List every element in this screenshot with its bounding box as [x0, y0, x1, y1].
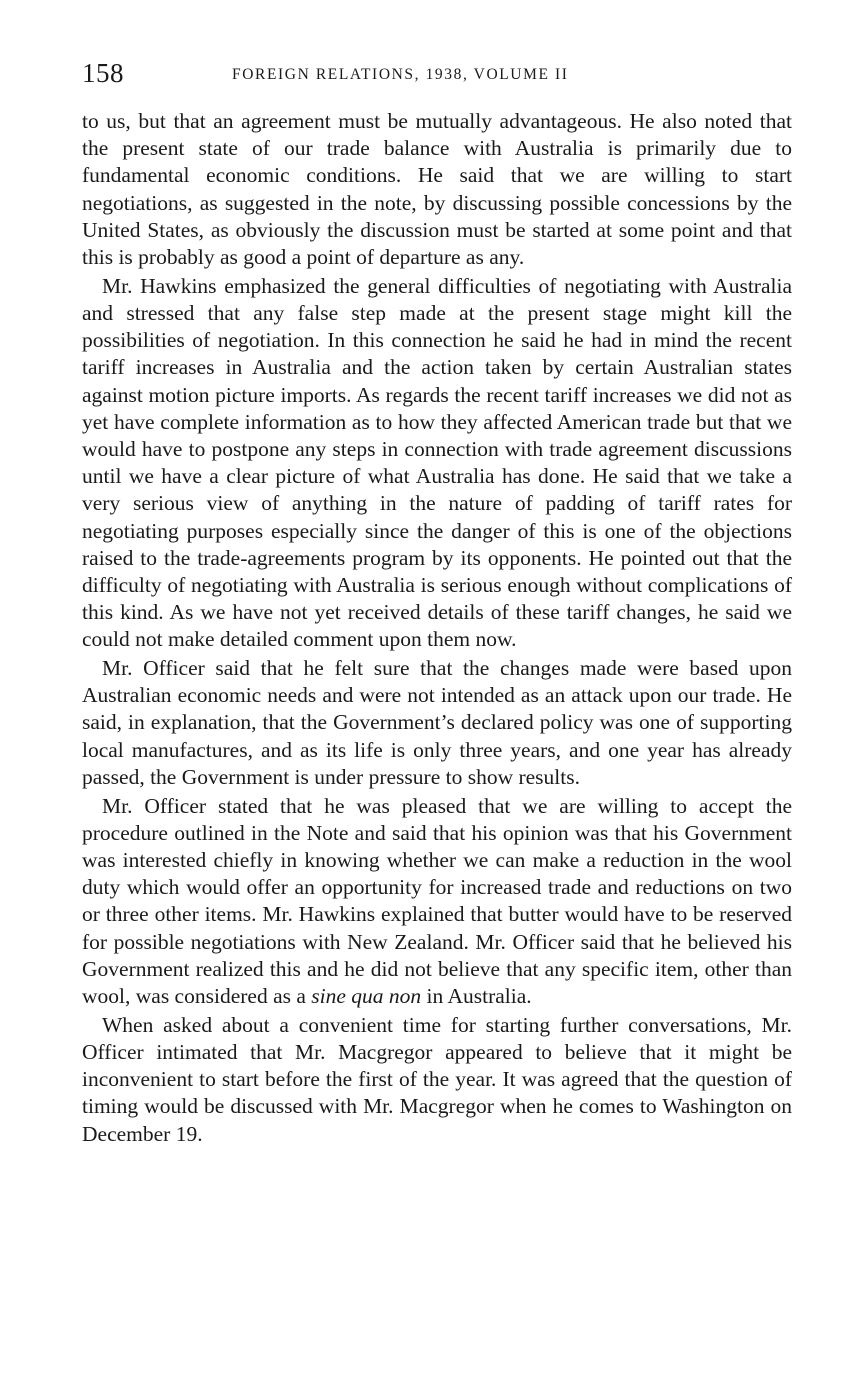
paragraph-text-before-italic: Mr. Officer stated that he was pleased that we are willing to accept the procedure outlined in the Note and said that his opinion was that his Government was interested chiefly in knowing whether we can make a reduction in the wool duty which would offer an opportunity for increased trade and reductions on two or three other items. Mr. Hawkins explained that butter would have to be reserved for possible negotiations with New Zealand. Mr. Officer said that he believed his Government realized this and he did not believe that any specific item, other than wool, was considered as a — [82, 793, 792, 1008]
body-text — [82, 108, 792, 1149]
page-header — [82, 58, 792, 92]
paragraph-timing: When asked about a convenient time for starting further conversations, Mr. Officer intimated that Mr. Macgregor appeared to believe that it might be inconvenient to start before the first of the year. It was agreed that the question of timing would be discussed with Mr. Macgregor when he comes to Washington on December 19. — [82, 1012, 792, 1146]
page-number: 158 — [82, 58, 124, 88]
paragraph-officer-changes: Mr. Officer said that he felt sure that the changes made were based upon Australian economic needs and were not intended as an attack upon our trade. He said, in explanation, that the Government’s declared policy was one of supporting local manufactures, and as its life is only three years, and one year has already passed, the Government is under pressure to show results. — [82, 656, 792, 789]
paragraph-continuation: to us, but that an agreement must be mutually advantageous. He also noted that the present state of our trade balance with Australia is primarily due to fundamental economic conditions. He said that we are willing to start negotiations, as suggested in the note, by discussing possible concessions by the United States, as obviously the discussion must be started at some point and that this is probably as good a point of departure as any. — [82, 109, 792, 270]
paragraph-text-after-italic: in Australia. — [421, 984, 532, 1008]
running-title: FOREIGN RELATIONS, 1938, VOLUME II — [232, 66, 569, 83]
paragraph-officer-procedure — [82, 793, 792, 1011]
paragraph-hawkins: Mr. Hawkins emphasized the general difficulties of negotiating with Australia and stressed that any false step made at the present stage might kill the possibilities of negotiation. In this connection he said he had in mind the recent tariff increases in Australia and the action taken by certain Australian states against motion picture imports. As regards the recent tariff increases we did not as yet have complete information as to how they affected American trade but that we would have to postpone any steps in connection with trade agreement discussions until we have a clear picture of what Australia has done. He said that we take a very serious view of anything in the nature of padding of tariff rates for negotiating purposes especially since the danger of this is one of the objections raised to the trade-agreements program by its opponents. He pointed out that the difficulty of negotiating with Australia is serious enough without complications of this kind. As we have not yet received details of these tariff changes, he said we could not make detailed comment upon them now. — [82, 273, 792, 652]
italic-phrase: sine qua non — [311, 984, 422, 1008]
